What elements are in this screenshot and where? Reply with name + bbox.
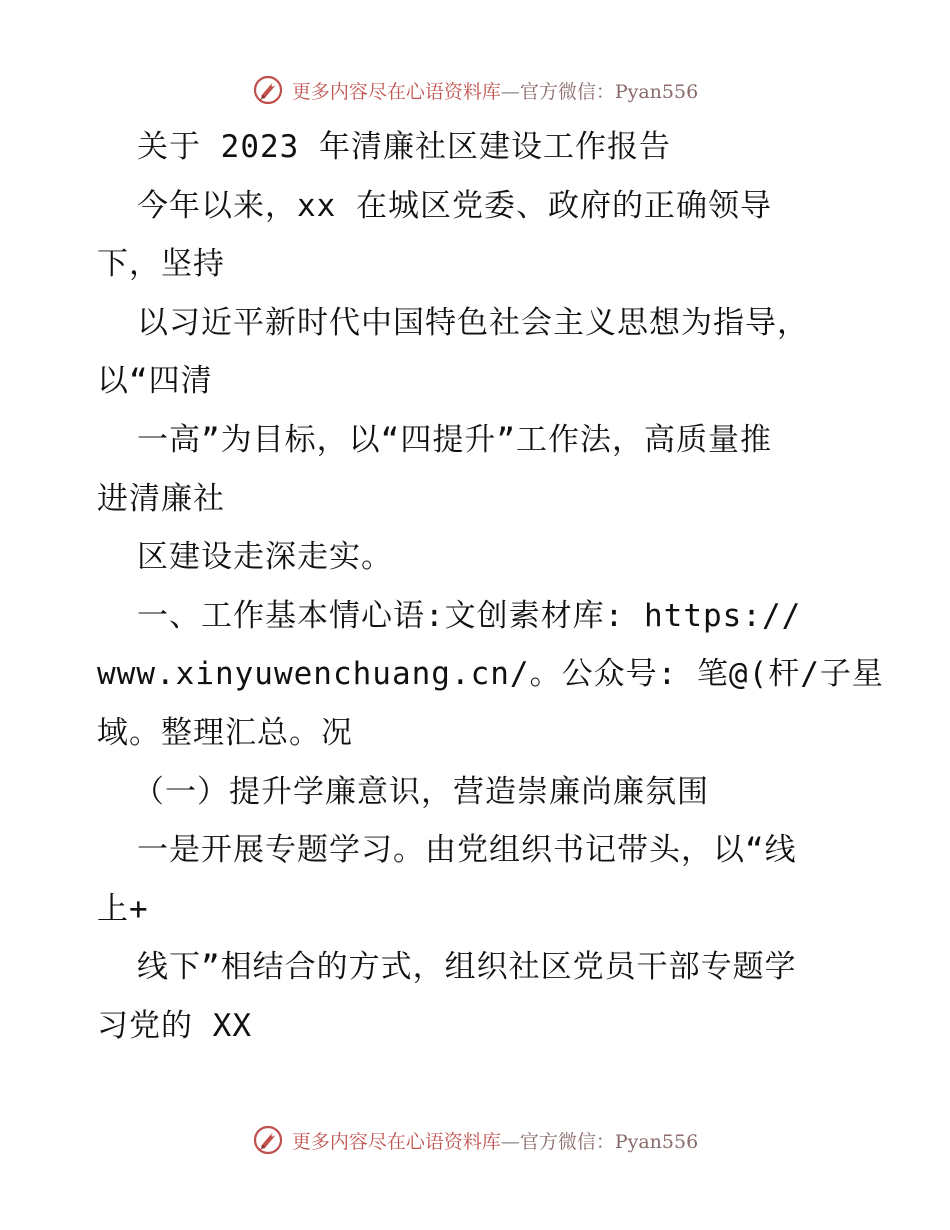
watermark-dash: — [500,80,520,103]
paragraph-line: 以“四清 [97,363,213,400]
paragraph-line: 区建设走深走实。 [137,539,393,576]
watermark-wechat: 官方微信：Pyan556 [519,80,699,103]
paragraph-line: 习党的 XX [97,1007,252,1044]
watermark-brand: 更多内容尽在心语资料库 [291,1130,501,1153]
watermark-dash: — [500,1130,520,1153]
paragraph-line: www.xinyuwenchuang.cn/。公众号: 笔@(杆/子星 [97,656,884,693]
watermark-header [0,70,950,110]
subsection-heading: （一）提升学廉意识，营造崇廉尚廉氛围 [133,773,709,810]
paragraph-line: 以习近平新时代中国特色社会主义思想为指导， [137,304,809,341]
watermark-text [292,77,698,104]
paragraph-line: 线下”相结合的方式，组织社区党员干部专题学 [137,949,797,986]
watermark-footer [0,1120,950,1160]
watermark-brand: 更多内容尽在心语资料库 [291,80,501,103]
paragraph-line: 今年以来，xx 在城区党委、政府的正确领导 [137,187,772,224]
paragraph-line: 一是开展专题学习。由党组织书记带头，以“线 [137,832,797,869]
pen-nib-logo-icon [252,1124,284,1156]
section-heading: 一、工作基本情心语:文创素材库: https:// [137,597,802,634]
document-title: 关于 2023 年清廉社区建设工作报告 [137,129,671,165]
paragraph-line: 域。整理汇总。况 [97,714,353,751]
watermark-text [292,1127,698,1154]
document-body [97,118,884,1056]
paragraph-line: 进清廉社 [97,480,225,517]
watermark-wechat: 官方微信：Pyan556 [519,1130,699,1153]
paragraph-line: 下，坚持 [97,246,225,283]
paragraph-line: 上+ [97,890,149,927]
pen-nib-logo-icon [252,74,284,106]
paragraph-line: 一高”为目标，以“四提升”工作法，高质量推 [137,421,772,458]
